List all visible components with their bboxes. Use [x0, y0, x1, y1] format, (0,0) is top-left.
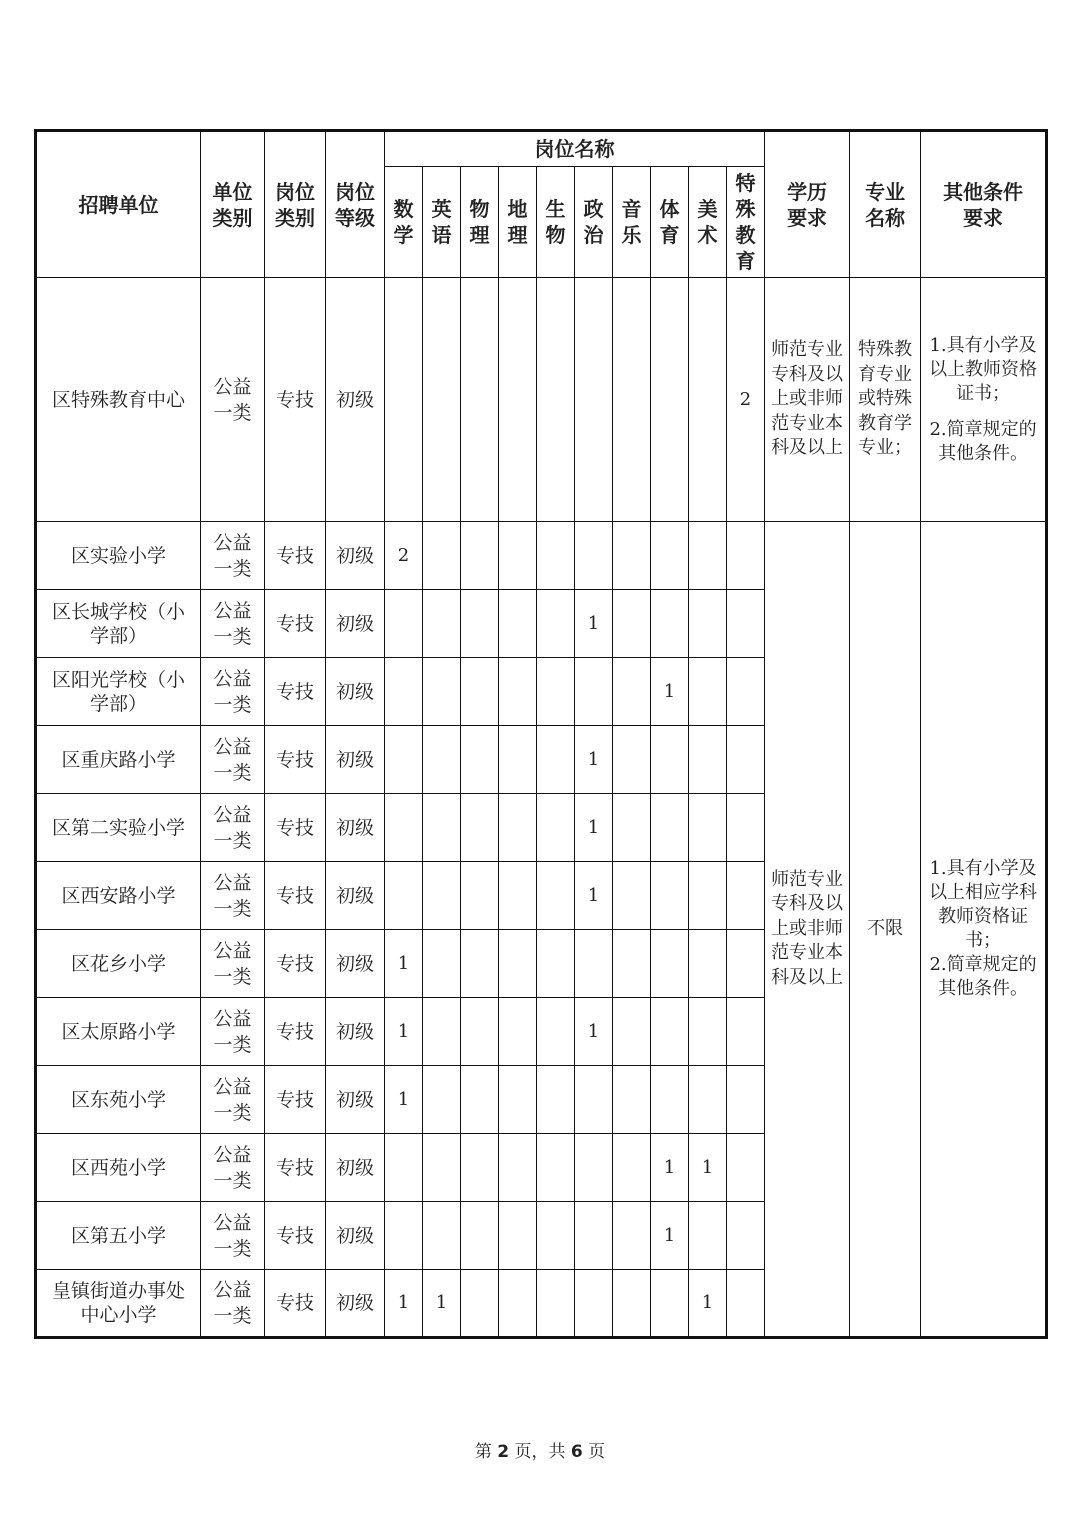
other-condition-item: 1.具有小学及以上相应学科教师资格证书； [929, 858, 1038, 951]
count-math: 1 [385, 1066, 423, 1134]
table-row [36, 522, 1047, 590]
count-geography [499, 794, 537, 862]
unit-name: 区第二实验小学 [36, 794, 201, 862]
header-post-type: 岗位类别 [275, 179, 315, 230]
count-art [689, 930, 727, 998]
count-art [689, 1202, 727, 1270]
unit-name: 皇镇街道办事处中心小学 [36, 1270, 201, 1338]
count-geography [499, 1270, 537, 1338]
header-major: 专业名称 [865, 179, 906, 230]
count-physics [461, 278, 499, 522]
count-biology [537, 1134, 575, 1202]
count-english [423, 930, 461, 998]
count-pe [651, 930, 689, 998]
other-condition-item: 2.简章规定的其他条件。 [929, 418, 1037, 464]
header-post-level: 岗位等级 [335, 179, 375, 230]
education-requirement-2: 师范专业专科及以上或非师范专业本科及以上 [765, 522, 850, 1338]
count-geography [499, 278, 537, 522]
other-condition-item: 1.具有小学及以上教师资格证书； [929, 334, 1038, 404]
count-music [613, 590, 651, 658]
count-biology [537, 930, 575, 998]
count-biology [537, 1270, 575, 1338]
count-special-ed [727, 930, 765, 998]
unit-type: 公益一类 [201, 278, 265, 522]
count-biology [537, 522, 575, 590]
count-math: 2 [385, 522, 423, 590]
header-unit-type: 单位类别 [212, 179, 253, 230]
other-requirement-1 [921, 278, 1047, 522]
other-requirement-2 [921, 522, 1047, 1338]
post-level: 初级 [326, 1066, 385, 1134]
post-level: 初级 [326, 1270, 385, 1338]
unit-name: 区重庆路小学 [36, 726, 201, 794]
post-type: 专技 [265, 278, 326, 522]
count-pe [651, 726, 689, 794]
count-english [423, 1066, 461, 1134]
unit-name: 区长城学校（小学部） [36, 590, 201, 658]
header-other: 其他条件要求 [943, 179, 1024, 230]
subject-politics: 政治 [583, 197, 604, 247]
post-level: 初级 [326, 794, 385, 862]
count-biology [537, 590, 575, 658]
post-level: 初级 [326, 522, 385, 590]
post-type: 专技 [265, 590, 326, 658]
count-geography [499, 930, 537, 998]
subject-math: 数学 [393, 197, 414, 247]
table-body [36, 278, 1047, 1338]
post-type: 专技 [265, 726, 326, 794]
count-music [613, 522, 651, 590]
unit-name: 区第五小学 [36, 1202, 201, 1270]
count-math: 1 [385, 930, 423, 998]
major-requirement-2: 不限 [850, 522, 921, 1338]
unit-name: 区西苑小学 [36, 1134, 201, 1202]
count-physics [461, 1066, 499, 1134]
total-pages: 6 [570, 1442, 583, 1462]
count-geography [499, 658, 537, 726]
count-pe: 1 [651, 658, 689, 726]
count-english [423, 590, 461, 658]
count-politics: 1 [575, 590, 613, 658]
post-level: 初级 [326, 862, 385, 930]
subject-biology: 生物 [545, 197, 566, 247]
count-special-ed [727, 794, 765, 862]
unit-type: 公益一类 [201, 930, 265, 998]
count-geography [499, 998, 537, 1066]
count-pe: 1 [651, 1202, 689, 1270]
unit-name: 区太原路小学 [36, 998, 201, 1066]
count-biology [537, 998, 575, 1066]
count-physics [461, 726, 499, 794]
count-politics: 1 [575, 998, 613, 1066]
count-biology [537, 278, 575, 522]
subject-art: 美术 [697, 197, 718, 247]
count-politics [575, 658, 613, 726]
count-pe [651, 590, 689, 658]
count-biology [537, 1202, 575, 1270]
count-geography [499, 1066, 537, 1134]
major-requirement-1: 特殊教育专业或特殊教育学专业； [850, 278, 921, 522]
count-politics: 1 [575, 726, 613, 794]
count-art [689, 726, 727, 794]
subject-physics: 物理 [469, 197, 490, 247]
unit-name: 区阳光学校（小学部） [36, 658, 201, 726]
count-english [423, 1202, 461, 1270]
count-music [613, 1134, 651, 1202]
count-art [689, 1066, 727, 1134]
count-special-ed [727, 1134, 765, 1202]
unit-type: 公益一类 [201, 794, 265, 862]
count-art: 1 [689, 1134, 727, 1202]
count-biology [537, 1066, 575, 1134]
count-math [385, 278, 423, 522]
count-physics [461, 1202, 499, 1270]
count-physics [461, 590, 499, 658]
table-row [36, 278, 1047, 522]
count-special-ed [727, 1066, 765, 1134]
count-english: 1 [423, 1270, 461, 1338]
count-politics [575, 1066, 613, 1134]
count-pe [651, 862, 689, 930]
post-level: 初级 [326, 1134, 385, 1202]
count-pe [651, 1066, 689, 1134]
header-education: 学历要求 [787, 179, 828, 230]
count-geography [499, 590, 537, 658]
count-special-ed [727, 658, 765, 726]
count-special-ed [727, 1202, 765, 1270]
count-math [385, 1202, 423, 1270]
unit-name: 区特殊教育中心 [36, 278, 201, 522]
unit-type: 公益一类 [201, 1066, 265, 1134]
count-art [689, 590, 727, 658]
subject-special-ed: 特殊教育 [735, 171, 756, 273]
count-art [689, 278, 727, 522]
count-politics [575, 522, 613, 590]
count-physics [461, 930, 499, 998]
count-math [385, 862, 423, 930]
count-geography [499, 1202, 537, 1270]
unit-type: 公益一类 [201, 590, 265, 658]
post-type: 专技 [265, 930, 326, 998]
count-art: 1 [689, 1270, 727, 1338]
count-geography [499, 1134, 537, 1202]
count-math [385, 590, 423, 658]
count-english [423, 794, 461, 862]
count-art [689, 862, 727, 930]
count-music [613, 930, 651, 998]
count-physics [461, 522, 499, 590]
count-politics [575, 930, 613, 998]
header-unit: 招聘单位 [36, 131, 201, 278]
post-level: 初级 [326, 1202, 385, 1270]
count-english [423, 522, 461, 590]
count-special-ed [727, 1270, 765, 1338]
count-music [613, 998, 651, 1066]
post-type: 专技 [265, 1202, 326, 1270]
unit-name: 区东苑小学 [36, 1066, 201, 1134]
post-type: 专技 [265, 522, 326, 590]
count-politics: 1 [575, 862, 613, 930]
count-special-ed [727, 726, 765, 794]
count-politics [575, 1134, 613, 1202]
recruitment-table [34, 129, 1048, 1339]
unit-type: 公益一类 [201, 1270, 265, 1338]
unit-name: 区花乡小学 [36, 930, 201, 998]
unit-type: 公益一类 [201, 998, 265, 1066]
count-english [423, 658, 461, 726]
unit-type: 公益一类 [201, 1202, 265, 1270]
post-level: 初级 [326, 930, 385, 998]
unit-type: 公益一类 [201, 658, 265, 726]
count-pe [651, 522, 689, 590]
count-politics [575, 1202, 613, 1270]
count-physics [461, 998, 499, 1066]
count-biology [537, 862, 575, 930]
count-biology [537, 726, 575, 794]
count-biology [537, 794, 575, 862]
post-type: 专技 [265, 1270, 326, 1338]
count-pe: 1 [651, 1134, 689, 1202]
count-special-ed [727, 862, 765, 930]
unit-type: 公益一类 [201, 726, 265, 794]
count-music [613, 794, 651, 862]
unit-name: 区实验小学 [36, 522, 201, 590]
count-geography [499, 862, 537, 930]
post-type: 专技 [265, 1066, 326, 1134]
count-politics: 1 [575, 794, 613, 862]
count-physics [461, 1134, 499, 1202]
count-physics [461, 1270, 499, 1338]
count-geography [499, 522, 537, 590]
post-type: 专技 [265, 658, 326, 726]
unit-type: 公益一类 [201, 862, 265, 930]
count-english [423, 862, 461, 930]
count-pe [651, 998, 689, 1066]
subject-geography: 地理 [507, 197, 528, 247]
count-music [613, 1066, 651, 1134]
post-type: 专技 [265, 862, 326, 930]
current-page: 2 [497, 1442, 510, 1462]
post-level: 初级 [326, 658, 385, 726]
count-art [689, 658, 727, 726]
count-english [423, 998, 461, 1066]
count-music [613, 278, 651, 522]
count-english [423, 726, 461, 794]
unit-type: 公益一类 [201, 522, 265, 590]
count-politics [575, 278, 613, 522]
count-math [385, 794, 423, 862]
post-type: 专技 [265, 794, 326, 862]
count-math [385, 1134, 423, 1202]
count-english [423, 1134, 461, 1202]
count-english [423, 278, 461, 522]
count-math [385, 726, 423, 794]
count-pe [651, 794, 689, 862]
post-level: 初级 [326, 278, 385, 522]
count-math: 1 [385, 998, 423, 1066]
count-music [613, 1202, 651, 1270]
unit-name: 区西安路小学 [36, 862, 201, 930]
count-art [689, 794, 727, 862]
unit-type: 公益一类 [201, 1134, 265, 1202]
count-music [613, 862, 651, 930]
count-music [613, 1270, 651, 1338]
count-biology [537, 658, 575, 726]
count-music [613, 726, 651, 794]
post-level: 初级 [326, 590, 385, 658]
post-level: 初级 [326, 998, 385, 1066]
count-math: 1 [385, 1270, 423, 1338]
count-special-ed [727, 590, 765, 658]
count-physics [461, 658, 499, 726]
count-special-ed: 2 [727, 278, 765, 522]
count-special-ed [727, 522, 765, 590]
count-special-ed [727, 998, 765, 1066]
count-music [613, 658, 651, 726]
post-type: 专技 [265, 998, 326, 1066]
header-post-name: 岗位名称 [385, 131, 765, 167]
other-condition-item: 2.简章规定的其他条件。 [929, 954, 1037, 999]
count-physics [461, 862, 499, 930]
count-politics [575, 1270, 613, 1338]
education-requirement-1: 师范专业专科及以上或非师范专业本科及以上 [765, 278, 850, 522]
page-footer: 第 2 页，共 6 页 [474, 1442, 606, 1462]
count-art [689, 522, 727, 590]
count-pe [651, 278, 689, 522]
subject-music: 音乐 [621, 197, 642, 247]
count-physics [461, 794, 499, 862]
count-pe [651, 1270, 689, 1338]
post-level: 初级 [326, 726, 385, 794]
count-art [689, 998, 727, 1066]
count-geography [499, 726, 537, 794]
subject-pe: 体育 [659, 197, 680, 247]
count-math [385, 658, 423, 726]
post-type: 专技 [265, 1134, 326, 1202]
subject-english: 英语 [431, 197, 452, 247]
